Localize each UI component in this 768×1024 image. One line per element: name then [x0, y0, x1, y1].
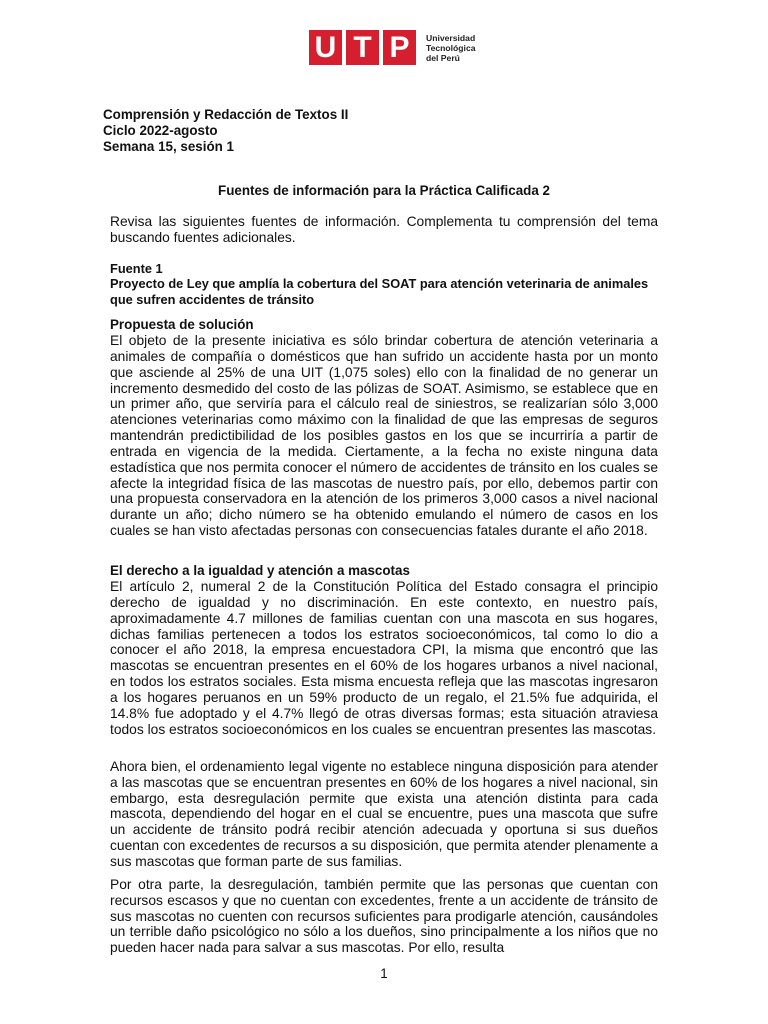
course-week: Semana 15, sesión 1 [103, 139, 235, 154]
logo-text-line-1: Universidad [426, 32, 476, 43]
section-heading: Propuesta de solución [110, 317, 254, 332]
section-paragraph: El artículo 2, numeral 2 de la Constitución Política del Estado consagra el principio derecho de igualdad y no discriminación. En este contexto, en nuestro país, aproximadamente 4.7 millones de familias cuentan con una mascota en sus hogares, dichas familias pertenecen a todos los estratos socioeconómicos, tal como lo dio a conocer el año 2018, la empresa encuestadora CPI, la misma que encontró que las mascotas se encuentran presentes en el 60% de los hogares urbanos a nivel nacional, en todos los estratos sociales. Esta misma encuesta refleja que las mascotas ingresaron a los hogares peruanos en un 59% producto de un regalo, el 21.5% fue adquirida, el 14.8% fue adoptado y el 4.7% llegó de otras diversas formas; esta situación atraviesa todos los estratos socioeconómicos en los cuales se encuentran presentes las mascotas. [110, 579, 658, 737]
source-title: Proyecto de Ley que amplía la cobertura del SOAT para atención veterinaria de animales que sufren accidentes de tránsito [110, 276, 649, 307]
intro-paragraph: Revisa las siguientes fuentes de información. Complementa tu comprensión del tema buscando fuentes adicionales. [110, 214, 658, 246]
source-label: Fuente 1 [110, 261, 163, 276]
course-name: Comprensión y Redacción de Textos II [103, 107, 349, 122]
logo-letter-t: T [346, 30, 379, 65]
utp-logo [309, 30, 476, 65]
logo-text-line-3: del Perú [426, 52, 460, 63]
paragraph-ordenamiento: Ahora bien, el ordenamiento legal vigente no establece ninguna disposición para atender a las mascotas que se encuentran presentes en 60% de los hogares a nivel nacional, sin embargo, esta desregulación permite que exista una atención distinta para cada mascota, dependiendo del hogar en el cual se encuentre, pues una mascota que sufre un accidente de tránsito podrá recibir atención adecuada y oportuna si sus dueños cuentan con excedentes de recursos a su disposición, que permita atender plenamente a sus mascotas que forman parte de sus familias. [110, 759, 658, 869]
logo-letter-p: P [383, 30, 416, 65]
document-title: Fuentes de información para la Práctica Calificada 2 [218, 183, 550, 198]
paragraph-desregulacion: Por otra parte, la desregulación, también permite que las personas que cuentan con recursos escasos y que no cuentan con excedentes, frente a un accidente de tránsito de sus mascotas no cuenten con recursos suficientes para prodigarle atención, causándoles un terrible daño psicológico no sólo a los dueños, sino principalmente a los niños que no pueden hacer nada para salvar a sus mascotas. Por ello, resulta [110, 877, 658, 956]
logo-text-line-2: Tecnológica [426, 42, 476, 53]
source-block [110, 261, 658, 307]
section-derecho-igualdad [110, 563, 658, 737]
course-header [103, 107, 348, 155]
section-heading: El derecho a la igualdad y atención a mascotas [110, 563, 410, 578]
section-propuesta [110, 317, 658, 539]
course-cycle: Ciclo 2022-agosto [103, 123, 218, 138]
logo-letter-u: U [309, 30, 342, 65]
logo-university-name [426, 33, 476, 63]
section-paragraph: El objeto de la presente iniciativa es sólo brindar cobertura de atención veterinaria a animales de compañía o domésticos que han sufrido un accidente hasta por un monto que asciende al 25% de una UIT (1,075 soles) ello con la finalidad de no generar un incremento desmedido del costo de las pólizas de SOAT. Asimismo, se establece que en un primer año, que serviría para el cálculo real de siniestros, se realizarían sólo 3,000 atenciones veterinarias como máximo con la finalidad de que las empresas de seguros mantendrán predictibilidad de los posibles gastos en los que se incurriría a partir de entrada en vigencia de la medida. Ciertamente, a la fecha no existe ninguna data estadística que nos permita conocer el número de accidentes de tránsito en los cuales se afecte la integridad física de las mascotas de nuestro país, por ello, debemos partir con una propuesta conservadora en la atención de los primeros 3,000 casos a nivel nacional durante un año; dicho número se ha obtenido emulando el número de casos en los cuales se han visto afectadas personas con consecuencias fatales durante el año 2018. [110, 333, 658, 539]
page-number: 1 [380, 966, 388, 981]
